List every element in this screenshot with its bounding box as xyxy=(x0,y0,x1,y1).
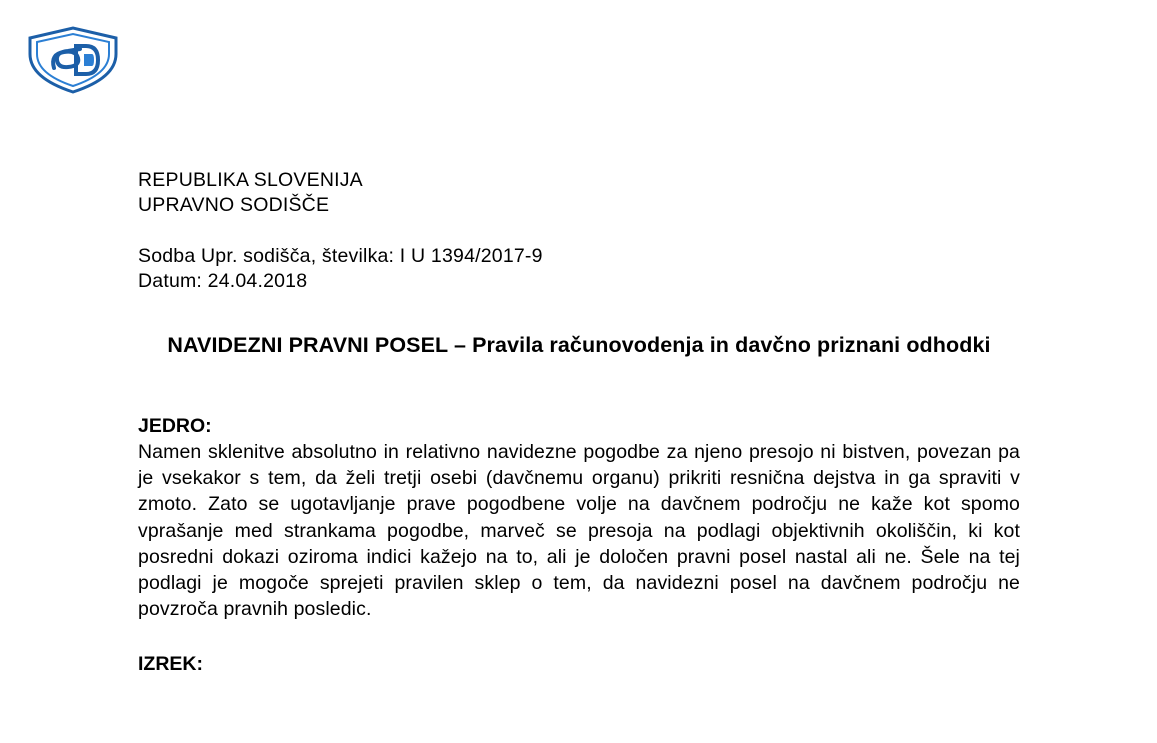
case-number-line: Sodba Upr. sodišča, številka: I U 1394/2017-9 xyxy=(138,245,543,267)
organization-line-1: REPUBLIKA SLOVENIJA xyxy=(138,169,363,191)
sd-shield-logo xyxy=(24,24,122,96)
section-body-jedro: Namen sklenitve absolutno in relativno navidezne pogodbe za njeno presojo ni bistven, povezan pa je vsekakor s tem, da želi tretji osebi (davčnemu organu) prikriti resnična dejstva in ga spraviti v zmoto. Zato se ugotavljanje prave pogodbene volje na davčnem področju ne kaže kot spomo vprašanje med strankama pogodbe, marveč se presoja na podlagi objektivnih okoliščin, ki kot posredni dokazi oziroma indici kažejo na to, ali je določen pravni posel nastal ali ne. Šele na tej podlagi je mogoče sprejeti pravilen sklep o tem, da navidezni posel na davčnem področju ne povzroča pravnih posledic. xyxy=(138,441,1020,621)
spacer xyxy=(138,218,1020,244)
section-heading-izrek: IZREK: xyxy=(138,653,203,676)
date-line: Datum: 24.04.2018 xyxy=(138,270,308,292)
document-title: NAVIDEZNI PRAVNI POSEL – Pravila računovodenja in davčno priznani odhodki xyxy=(167,333,991,357)
document-body xyxy=(138,168,1020,677)
section-heading-jedro: JEDRO: xyxy=(138,415,212,437)
organization-line-2: UPRAVNO SODIŠČE xyxy=(138,194,330,216)
